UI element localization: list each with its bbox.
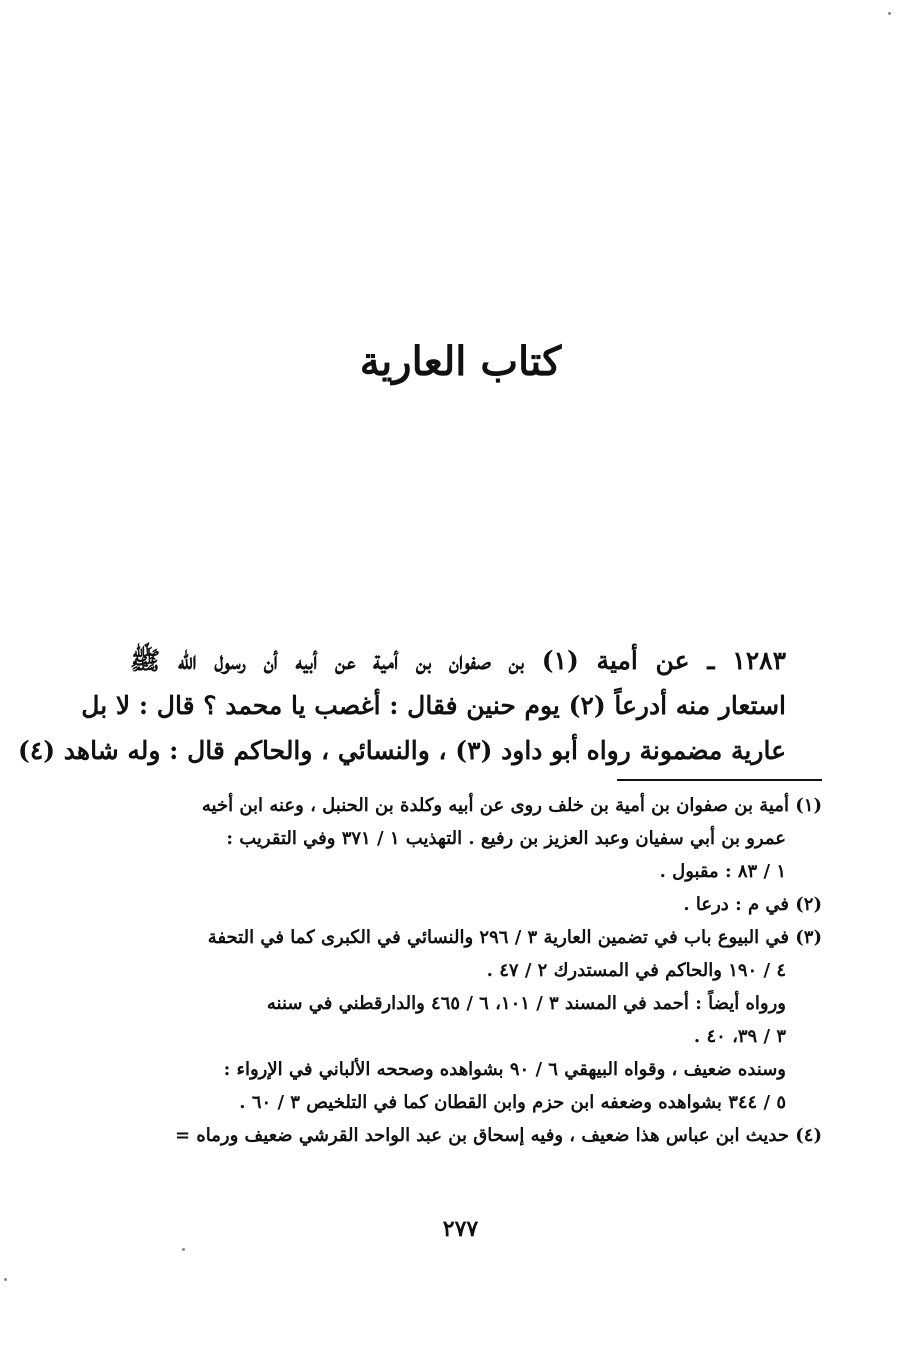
chapter-title: كتاب العارية [359,338,562,385]
hadith-line: استعار منه أدرعاً (٢) يوم حنين فقال : أغصب يا محمد ؟ قال : لا بل [81,691,786,720]
footnotes [130,789,822,1152]
footnote-line: عمرو بن أبي سفيان وعبد العزيز بن رفيع . التهذيب ١ / ٣٧١ وفي التقريب : [226,828,786,849]
footnote-2 [130,888,822,921]
hadith-text [17,638,787,773]
footnote-line: ورواه أيضاً : أحمد في المسند ٣ / ١٠١، ٦ / ٤٦٥ والدارقطني في سننه [266,993,786,1014]
footnote-separator [617,779,822,781]
footnote-line: (٢) في م : درعا . [683,894,822,915]
footnote-line: وسنده ضعيف ، وقواه البيهقي ٦ / ٩٠ بشواهده وصححه الألباني في الإرواء : [223,1059,786,1080]
hadith-line: ١٢٨٣ ـ عن أمية (١) بن صفوان بن أمية عن أبيه أن رسول الله ﷺ [130,646,787,675]
footnote-line: (٣) في البيوع باب في تضمين العارية ٣ / ٢٩٦ والنسائي في الكبرى كما في التحفة [207,927,822,948]
page-number: ٢٧٧ [442,1216,479,1242]
footnote-line: ٥ / ٣٤٤ بشواهده وضعفه ابن حزم وابن القطان كما في التلخيص ٣ / ٦٠ . [239,1092,786,1113]
footnote-line: ٤ / ١٩٠ والحاكم في المستدرك ٢ / ٤٧ . [486,960,786,981]
scan-speck [4,1278,7,1281]
footnote-line: (٤) حديث ابن عباس هذا ضعيف ، وفيه إسحاق بن عبد الواحد القرشي ضعيف ورماه = [175,1125,822,1146]
footnote-4 [130,1119,822,1152]
scan-speck [888,12,891,15]
footnote-line: ١ / ٨٣ : مقبول . [659,861,786,882]
hadith-line: عارية مضمونة رواه أبو داود (٣) ، والنسائي ، والحاكم قال : وله شاهد (٤) [17,736,786,765]
scan-speck [182,1248,185,1251]
footnote-line: ٣ / ٣٩، ٤٠ . [693,1026,786,1047]
footnote-line: (١) أمية بن صفوان بن أمية بن خلف روى عن أبيه وكلدة بن الحنبل ، وعنه ابن أخيه [201,795,822,816]
footnote-3 [130,921,822,1119]
footnote-1 [130,789,822,888]
